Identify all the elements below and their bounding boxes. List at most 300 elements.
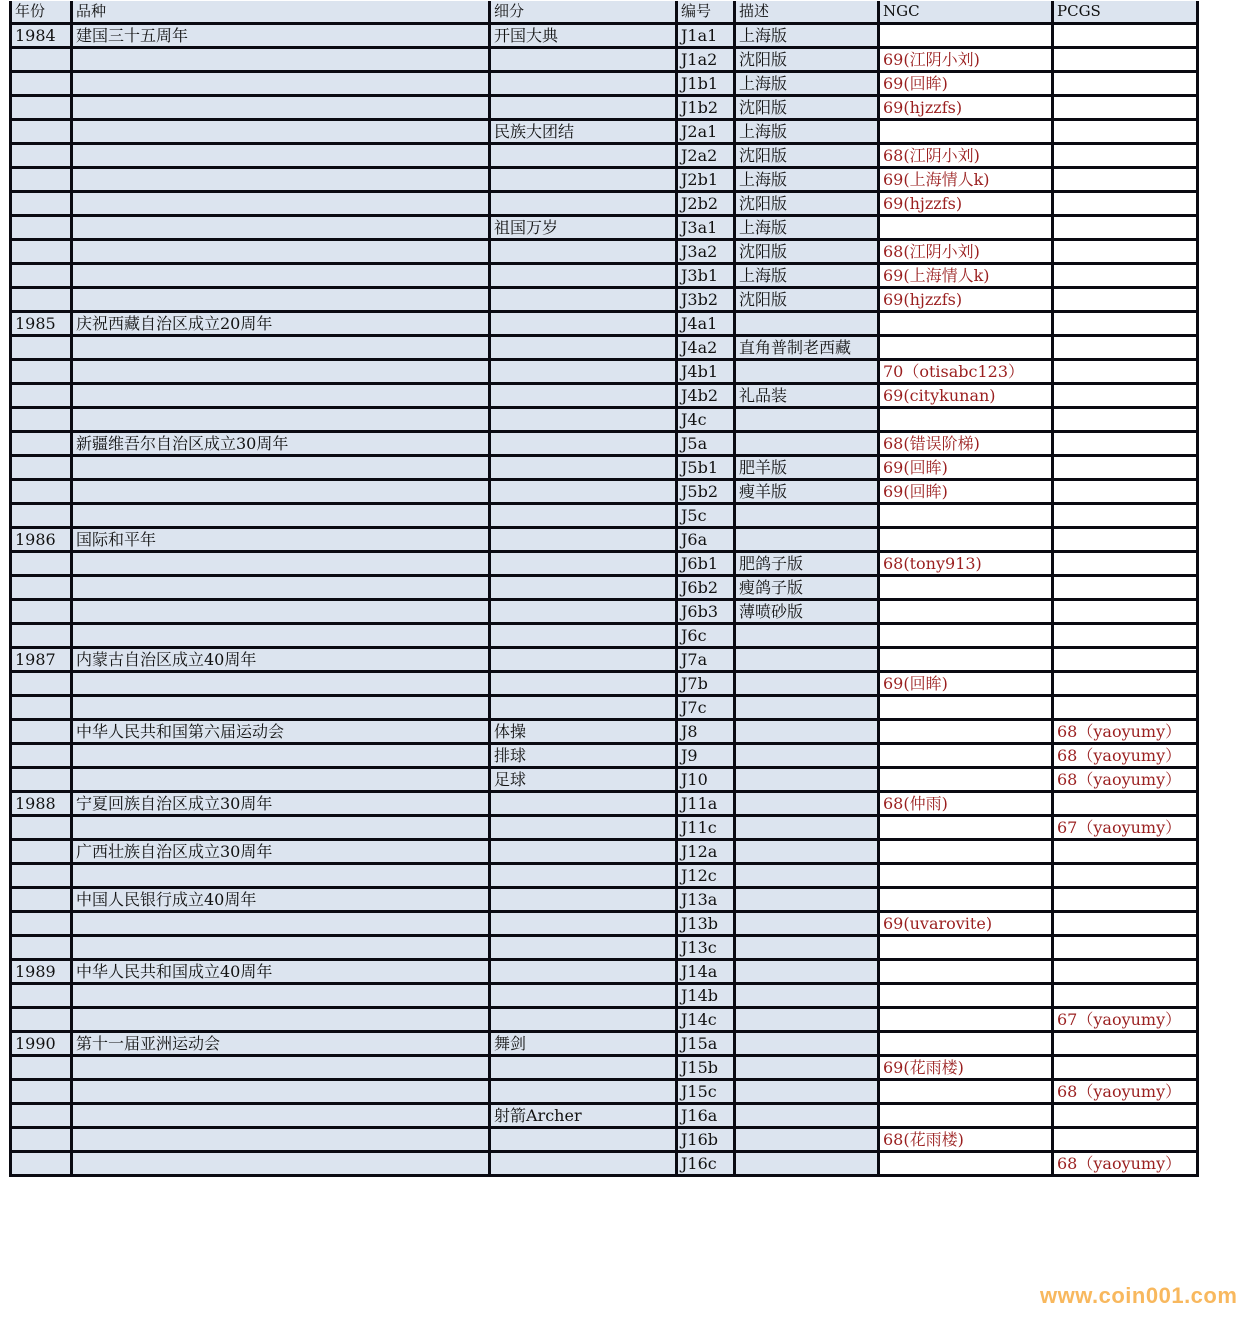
cell-ngc[interactable] (879, 120, 1053, 144)
cell-pcgs[interactable] (1053, 792, 1198, 816)
cell-subdivision[interactable]: 民族大团结 (490, 120, 677, 144)
cell-pcgs[interactable] (1053, 576, 1198, 600)
cell-year[interactable]: 1989 (11, 960, 72, 984)
cell-year[interactable] (11, 48, 72, 72)
cell-variety[interactable] (72, 168, 490, 192)
cell-subdivision[interactable] (490, 840, 677, 864)
cell-code[interactable]: J4b1 (677, 360, 735, 384)
cell-variety[interactable] (72, 912, 490, 936)
cell-variety[interactable] (72, 1056, 490, 1080)
cell-pcgs[interactable]: 68（yaoyumy） (1053, 720, 1198, 744)
cell-pcgs[interactable] (1053, 528, 1198, 552)
cell-code[interactable]: J16a (677, 1104, 735, 1128)
cell-code[interactable]: J2a2 (677, 144, 735, 168)
cell-ngc[interactable]: 69(上海情人k) (879, 264, 1053, 288)
cell-ngc[interactable] (879, 576, 1053, 600)
cell-variety[interactable] (72, 552, 490, 576)
cell-ngc[interactable] (879, 864, 1053, 888)
cell-pcgs[interactable] (1053, 144, 1198, 168)
cell-pcgs[interactable] (1053, 1128, 1198, 1152)
cell-subdivision[interactable] (490, 600, 677, 624)
cell-year[interactable] (11, 144, 72, 168)
cell-subdivision[interactable] (490, 672, 677, 696)
cell-ngc[interactable] (879, 624, 1053, 648)
cell-year[interactable] (11, 600, 72, 624)
cell-subdivision[interactable] (490, 288, 677, 312)
cell-description[interactable] (735, 864, 879, 888)
cell-variety[interactable] (72, 96, 490, 120)
cell-pcgs[interactable] (1053, 384, 1198, 408)
cell-year[interactable] (11, 408, 72, 432)
cell-description[interactable] (735, 840, 879, 864)
cell-variety[interactable] (72, 240, 490, 264)
cell-ngc[interactable]: 69(hjzzfs) (879, 288, 1053, 312)
cell-year[interactable] (11, 696, 72, 720)
cell-ngc[interactable] (879, 312, 1053, 336)
cell-subdivision[interactable] (490, 408, 677, 432)
header-year[interactable]: 年份 (11, 1, 72, 24)
cell-subdivision[interactable]: 开国大典 (490, 24, 677, 48)
header-variety[interactable]: 品种 (72, 1, 490, 24)
cell-variety[interactable] (72, 384, 490, 408)
cell-pcgs[interactable]: 67（yaoyumy） (1053, 1008, 1198, 1032)
cell-variety[interactable]: 国际和平年 (72, 528, 490, 552)
cell-pcgs[interactable] (1053, 336, 1198, 360)
cell-variety[interactable]: 建国三十五周年 (72, 24, 490, 48)
cell-year[interactable] (11, 168, 72, 192)
cell-description[interactable] (735, 432, 879, 456)
cell-variety[interactable]: 中国人民银行成立40周年 (72, 888, 490, 912)
cell-code[interactable]: J3b1 (677, 264, 735, 288)
cell-year[interactable] (11, 864, 72, 888)
cell-ngc[interactable]: 69(花雨楼) (879, 1056, 1053, 1080)
cell-ngc[interactable] (879, 648, 1053, 672)
header-ngc[interactable]: NGC (879, 1, 1053, 24)
cell-year[interactable] (11, 624, 72, 648)
cell-ngc[interactable] (879, 768, 1053, 792)
cell-pcgs[interactable] (1053, 24, 1198, 48)
cell-code[interactable]: J15a (677, 1032, 735, 1056)
cell-year[interactable] (11, 984, 72, 1008)
cell-subdivision[interactable] (490, 144, 677, 168)
cell-code[interactable]: J12a (677, 840, 735, 864)
cell-code[interactable]: J3a2 (677, 240, 735, 264)
cell-ngc[interactable]: 68(tony913) (879, 552, 1053, 576)
cell-year[interactable] (11, 336, 72, 360)
cell-ngc[interactable] (879, 960, 1053, 984)
cell-subdivision[interactable] (490, 360, 677, 384)
cell-variety[interactable]: 第十一届亚洲运动会 (72, 1032, 490, 1056)
cell-variety[interactable] (72, 48, 490, 72)
cell-ngc[interactable] (879, 936, 1053, 960)
cell-code[interactable]: J8 (677, 720, 735, 744)
cell-subdivision[interactable]: 舞剑 (490, 1032, 677, 1056)
cell-pcgs[interactable] (1053, 288, 1198, 312)
cell-code[interactable]: J14b (677, 984, 735, 1008)
cell-year[interactable]: 1988 (11, 792, 72, 816)
cell-year[interactable]: 1985 (11, 312, 72, 336)
cell-code[interactable]: J1b1 (677, 72, 735, 96)
cell-description[interactable] (735, 936, 879, 960)
cell-year[interactable] (11, 888, 72, 912)
cell-variety[interactable] (72, 360, 490, 384)
cell-subdivision[interactable] (490, 792, 677, 816)
cell-pcgs[interactable] (1053, 168, 1198, 192)
cell-subdivision[interactable] (490, 312, 677, 336)
cell-code[interactable]: J9 (677, 744, 735, 768)
cell-description[interactable]: 沈阳版 (735, 144, 879, 168)
cell-ngc[interactable]: 68(江阴小刘) (879, 240, 1053, 264)
cell-description[interactable]: 沈阳版 (735, 192, 879, 216)
cell-variety[interactable] (72, 624, 490, 648)
cell-ngc[interactable]: 70（otisabc123） (879, 360, 1053, 384)
cell-description[interactable]: 上海版 (735, 120, 879, 144)
cell-subdivision[interactable] (490, 696, 677, 720)
cell-pcgs[interactable] (1053, 192, 1198, 216)
cell-ngc[interactable] (879, 24, 1053, 48)
cell-code[interactable]: J1a2 (677, 48, 735, 72)
cell-description[interactable]: 瘦羊版 (735, 480, 879, 504)
cell-pcgs[interactable] (1053, 96, 1198, 120)
cell-year[interactable] (11, 216, 72, 240)
cell-code[interactable]: J11a (677, 792, 735, 816)
cell-description[interactable]: 瘦鸽子版 (735, 576, 879, 600)
cell-variety[interactable] (72, 768, 490, 792)
cell-code[interactable]: J16b (677, 1128, 735, 1152)
cell-variety[interactable] (72, 504, 490, 528)
cell-description[interactable] (735, 1032, 879, 1056)
cell-subdivision[interactable]: 排球 (490, 744, 677, 768)
cell-subdivision[interactable]: 足球 (490, 768, 677, 792)
cell-subdivision[interactable] (490, 912, 677, 936)
cell-code[interactable]: J6b3 (677, 600, 735, 624)
cell-variety[interactable] (72, 576, 490, 600)
cell-description[interactable]: 直角普制老西藏 (735, 336, 879, 360)
cell-ngc[interactable] (879, 696, 1053, 720)
cell-pcgs[interactable]: 67（yaoyumy） (1053, 816, 1198, 840)
cell-variety[interactable] (72, 120, 490, 144)
cell-code[interactable]: J11c (677, 816, 735, 840)
cell-year[interactable] (11, 264, 72, 288)
cell-pcgs[interactable] (1053, 72, 1198, 96)
cell-ngc[interactable] (879, 600, 1053, 624)
cell-pcgs[interactable] (1053, 600, 1198, 624)
cell-code[interactable]: J12c (677, 864, 735, 888)
cell-description[interactable] (735, 768, 879, 792)
cell-variety[interactable]: 广西壮族自治区成立30周年 (72, 840, 490, 864)
cell-code[interactable]: J2a1 (677, 120, 735, 144)
cell-ngc[interactable]: 68(江阴小刘) (879, 144, 1053, 168)
cell-pcgs[interactable] (1053, 120, 1198, 144)
cell-description[interactable]: 肥鸽子版 (735, 552, 879, 576)
cell-code[interactable]: J5a (677, 432, 735, 456)
cell-code[interactable]: J6b2 (677, 576, 735, 600)
cell-description[interactable]: 上海版 (735, 168, 879, 192)
cell-pcgs[interactable] (1053, 1056, 1198, 1080)
cell-ngc[interactable] (879, 1032, 1053, 1056)
cell-ngc[interactable]: 68(花雨楼) (879, 1128, 1053, 1152)
cell-ngc[interactable]: 69(上海情人k) (879, 168, 1053, 192)
cell-year[interactable] (11, 672, 72, 696)
cell-subdivision[interactable] (490, 480, 677, 504)
cell-subdivision[interactable] (490, 72, 677, 96)
cell-ngc[interactable] (879, 816, 1053, 840)
cell-pcgs[interactable] (1053, 240, 1198, 264)
cell-variety[interactable] (72, 288, 490, 312)
cell-year[interactable] (11, 1152, 72, 1176)
cell-ngc[interactable] (879, 216, 1053, 240)
cell-description[interactable]: 上海版 (735, 216, 879, 240)
cell-year[interactable]: 1986 (11, 528, 72, 552)
cell-year[interactable] (11, 288, 72, 312)
cell-year[interactable] (11, 96, 72, 120)
cell-subdivision[interactable] (490, 888, 677, 912)
cell-ngc[interactable] (879, 1152, 1053, 1176)
cell-description[interactable] (735, 1152, 879, 1176)
cell-subdivision[interactable]: 祖国万岁 (490, 216, 677, 240)
cell-pcgs[interactable] (1053, 480, 1198, 504)
cell-ngc[interactable] (879, 888, 1053, 912)
cell-pcgs[interactable]: 68（yaoyumy） (1053, 1152, 1198, 1176)
cell-description[interactable] (735, 816, 879, 840)
cell-variety[interactable] (72, 1080, 490, 1104)
cell-code[interactable]: J4b2 (677, 384, 735, 408)
cell-subdivision[interactable] (490, 648, 677, 672)
cell-code[interactable]: J13b (677, 912, 735, 936)
cell-code[interactable]: J4a1 (677, 312, 735, 336)
cell-variety[interactable] (72, 672, 490, 696)
cell-ngc[interactable] (879, 408, 1053, 432)
cell-year[interactable] (11, 552, 72, 576)
cell-subdivision[interactable] (490, 264, 677, 288)
cell-code[interactable]: J10 (677, 768, 735, 792)
cell-variety[interactable]: 新疆维吾尔自治区成立30周年 (72, 432, 490, 456)
cell-description[interactable] (735, 1008, 879, 1032)
cell-code[interactable]: J13a (677, 888, 735, 912)
cell-description[interactable]: 沈阳版 (735, 288, 879, 312)
cell-year[interactable] (11, 480, 72, 504)
cell-description[interactable] (735, 912, 879, 936)
cell-description[interactable]: 沈阳版 (735, 240, 879, 264)
cell-code[interactable]: J13c (677, 936, 735, 960)
cell-year[interactable] (11, 1128, 72, 1152)
cell-variety[interactable] (72, 408, 490, 432)
cell-year[interactable] (11, 1104, 72, 1128)
cell-code[interactable]: J1a1 (677, 24, 735, 48)
cell-code[interactable]: J14a (677, 960, 735, 984)
cell-pcgs[interactable] (1053, 264, 1198, 288)
cell-subdivision[interactable] (490, 384, 677, 408)
cell-ngc[interactable] (879, 984, 1053, 1008)
cell-variety[interactable] (72, 696, 490, 720)
cell-code[interactable]: J16c (677, 1152, 735, 1176)
cell-pcgs[interactable]: 68（yaoyumy） (1053, 744, 1198, 768)
cell-subdivision[interactable] (490, 240, 677, 264)
cell-year[interactable] (11, 936, 72, 960)
cell-pcgs[interactable] (1053, 696, 1198, 720)
cell-year[interactable] (11, 1056, 72, 1080)
cell-ngc[interactable]: 69(回眸) (879, 480, 1053, 504)
cell-ngc[interactable]: 69(hjzzfs) (879, 96, 1053, 120)
cell-description[interactable]: 上海版 (735, 24, 879, 48)
cell-year[interactable] (11, 72, 72, 96)
cell-year[interactable]: 1987 (11, 648, 72, 672)
cell-subdivision[interactable] (490, 1056, 677, 1080)
cell-ngc[interactable]: 69(hjzzfs) (879, 192, 1053, 216)
cell-subdivision[interactable] (490, 432, 677, 456)
cell-pcgs[interactable] (1053, 984, 1198, 1008)
cell-variety[interactable] (72, 1008, 490, 1032)
cell-code[interactable]: J7b (677, 672, 735, 696)
cell-variety[interactable] (72, 1104, 490, 1128)
cell-variety[interactable] (72, 744, 490, 768)
cell-description[interactable]: 礼品装 (735, 384, 879, 408)
cell-year[interactable] (11, 360, 72, 384)
cell-description[interactable]: 沈阳版 (735, 48, 879, 72)
cell-variety[interactable]: 中华人民共和国第六届运动会 (72, 720, 490, 744)
cell-pcgs[interactable] (1053, 552, 1198, 576)
cell-description[interactable] (735, 696, 879, 720)
cell-year[interactable] (11, 240, 72, 264)
cell-year[interactable] (11, 120, 72, 144)
cell-description[interactable]: 沈阳版 (735, 96, 879, 120)
cell-year[interactable] (11, 1080, 72, 1104)
cell-ngc[interactable] (879, 1008, 1053, 1032)
cell-subdivision[interactable] (490, 576, 677, 600)
cell-variety[interactable] (72, 192, 490, 216)
cell-subdivision[interactable] (490, 960, 677, 984)
cell-ngc[interactable] (879, 744, 1053, 768)
cell-year[interactable] (11, 720, 72, 744)
cell-variety[interactable] (72, 1128, 490, 1152)
cell-subdivision[interactable] (490, 864, 677, 888)
cell-ngc[interactable] (879, 840, 1053, 864)
cell-description[interactable] (735, 744, 879, 768)
cell-code[interactable]: J6c (677, 624, 735, 648)
cell-pcgs[interactable] (1053, 648, 1198, 672)
cell-description[interactable]: 薄喷砂版 (735, 600, 879, 624)
cell-description[interactable]: 肥羊版 (735, 456, 879, 480)
cell-variety[interactable] (72, 864, 490, 888)
cell-variety[interactable] (72, 144, 490, 168)
cell-ngc[interactable] (879, 528, 1053, 552)
cell-year[interactable] (11, 1008, 72, 1032)
cell-subdivision[interactable] (490, 1128, 677, 1152)
cell-variety[interactable]: 内蒙古自治区成立40周年 (72, 648, 490, 672)
cell-pcgs[interactable] (1053, 864, 1198, 888)
cell-pcgs[interactable] (1053, 48, 1198, 72)
cell-subdivision[interactable] (490, 336, 677, 360)
cell-code[interactable]: J6a (677, 528, 735, 552)
cell-description[interactable] (735, 360, 879, 384)
cell-subdivision[interactable]: 体操 (490, 720, 677, 744)
cell-description[interactable] (735, 504, 879, 528)
cell-variety[interactable]: 中华人民共和国成立40周年 (72, 960, 490, 984)
cell-description[interactable] (735, 1056, 879, 1080)
cell-variety[interactable] (72, 336, 490, 360)
cell-description[interactable] (735, 312, 879, 336)
cell-description[interactable] (735, 648, 879, 672)
cell-description[interactable]: 上海版 (735, 72, 879, 96)
cell-subdivision[interactable] (490, 504, 677, 528)
cell-code[interactable]: J3b2 (677, 288, 735, 312)
cell-pcgs[interactable] (1053, 216, 1198, 240)
cell-code[interactable]: J3a1 (677, 216, 735, 240)
cell-code[interactable]: J5c (677, 504, 735, 528)
cell-year[interactable] (11, 816, 72, 840)
cell-code[interactable]: J5b1 (677, 456, 735, 480)
cell-pcgs[interactable] (1053, 360, 1198, 384)
cell-year[interactable] (11, 456, 72, 480)
cell-subdivision[interactable] (490, 816, 677, 840)
cell-variety[interactable] (72, 1152, 490, 1176)
cell-code[interactable]: J14c (677, 1008, 735, 1032)
cell-year[interactable] (11, 768, 72, 792)
cell-pcgs[interactable] (1053, 1104, 1198, 1128)
cell-subdivision[interactable] (490, 1152, 677, 1176)
cell-pcgs[interactable]: 68（yaoyumy） (1053, 1080, 1198, 1104)
cell-ngc[interactable] (879, 504, 1053, 528)
cell-ngc[interactable]: 69(回眸) (879, 672, 1053, 696)
cell-description[interactable] (735, 1104, 879, 1128)
cell-subdivision[interactable] (490, 1008, 677, 1032)
cell-pcgs[interactable] (1053, 456, 1198, 480)
cell-code[interactable]: J15b (677, 1056, 735, 1080)
cell-pcgs[interactable]: 68（yaoyumy） (1053, 768, 1198, 792)
cell-ngc[interactable]: 69(回眸) (879, 456, 1053, 480)
cell-year[interactable] (11, 840, 72, 864)
cell-variety[interactable] (72, 984, 490, 1008)
cell-code[interactable]: J4c (677, 408, 735, 432)
header-pcgs[interactable]: PCGS (1053, 1, 1198, 24)
cell-variety[interactable] (72, 816, 490, 840)
cell-year[interactable] (11, 504, 72, 528)
cell-year[interactable] (11, 432, 72, 456)
cell-ngc[interactable] (879, 336, 1053, 360)
cell-subdivision[interactable] (490, 936, 677, 960)
cell-code[interactable]: J4a2 (677, 336, 735, 360)
cell-subdivision[interactable] (490, 96, 677, 120)
cell-year[interactable] (11, 576, 72, 600)
cell-pcgs[interactable] (1053, 912, 1198, 936)
cell-subdivision[interactable] (490, 528, 677, 552)
cell-pcgs[interactable] (1053, 672, 1198, 696)
cell-ngc[interactable]: 69(回眸) (879, 72, 1053, 96)
cell-description[interactable]: 上海版 (735, 264, 879, 288)
cell-subdivision[interactable] (490, 984, 677, 1008)
cell-code[interactable]: J2b1 (677, 168, 735, 192)
cell-description[interactable] (735, 792, 879, 816)
cell-description[interactable] (735, 720, 879, 744)
cell-ngc[interactable]: 68(错误阶梯) (879, 432, 1053, 456)
cell-year[interactable] (11, 912, 72, 936)
cell-description[interactable] (735, 528, 879, 552)
cell-ngc[interactable]: 69(江阴小刘) (879, 48, 1053, 72)
cell-description[interactable] (735, 624, 879, 648)
cell-description[interactable] (735, 888, 879, 912)
cell-year[interactable] (11, 744, 72, 768)
cell-code[interactable]: J15c (677, 1080, 735, 1104)
cell-subdivision[interactable]: 射箭Archer (490, 1104, 677, 1128)
cell-subdivision[interactable] (490, 552, 677, 576)
cell-ngc[interactable]: 69(citykunan) (879, 384, 1053, 408)
cell-description[interactable] (735, 672, 879, 696)
cell-ngc[interactable] (879, 1080, 1053, 1104)
cell-description[interactable] (735, 960, 879, 984)
cell-pcgs[interactable] (1053, 504, 1198, 528)
cell-pcgs[interactable] (1053, 840, 1198, 864)
cell-year[interactable]: 1990 (11, 1032, 72, 1056)
